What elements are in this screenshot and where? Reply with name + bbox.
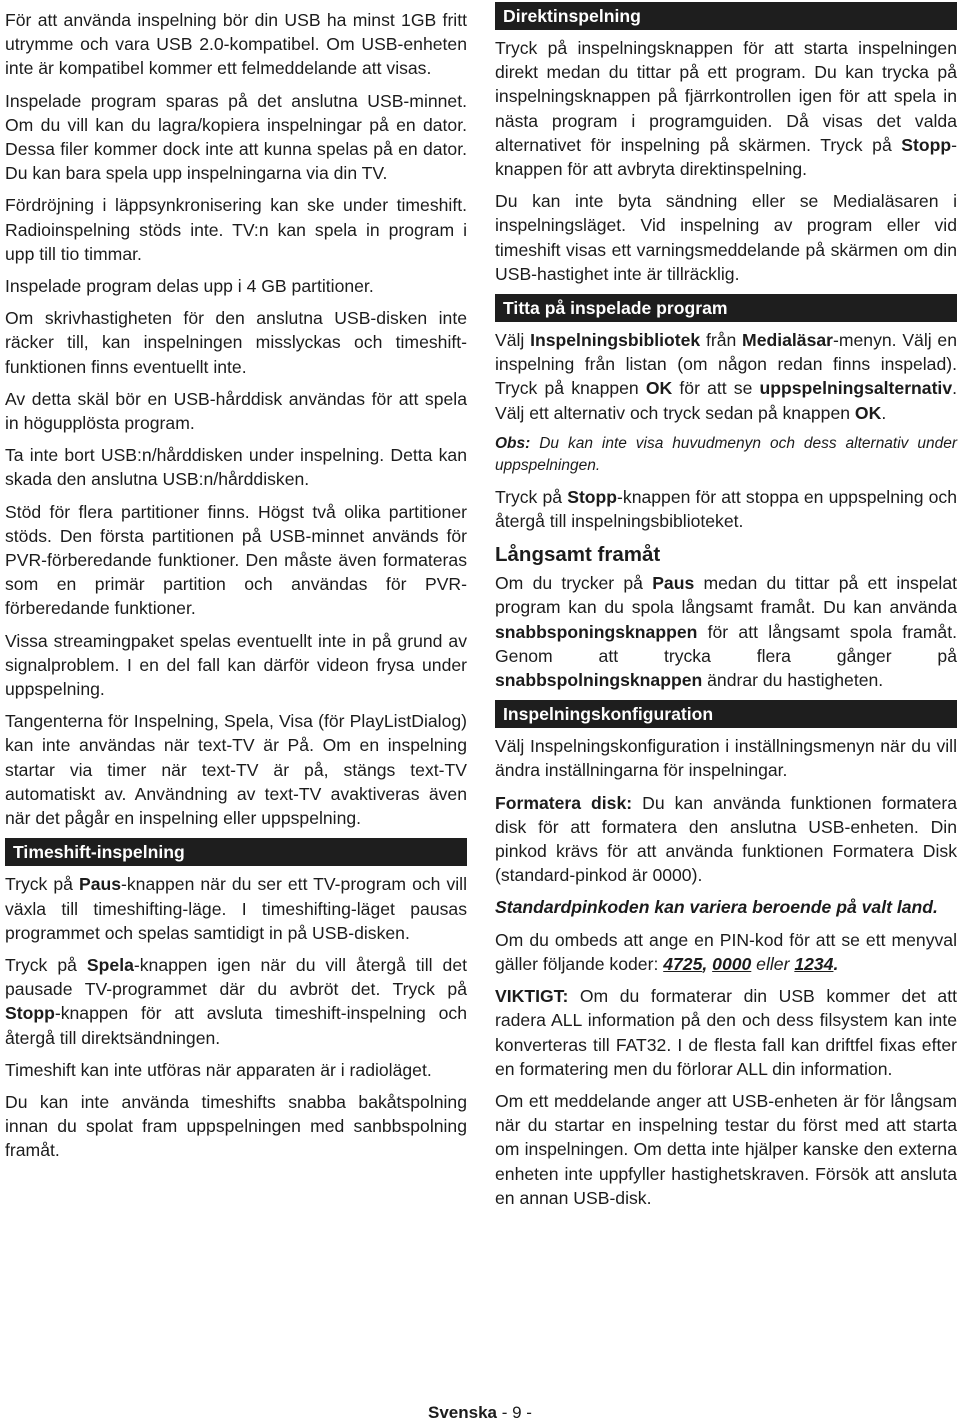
- note: [495, 433, 957, 477]
- note-text: Du kan inte visa huvudmenyn och dess alternativ under uppspelningen.: [495, 434, 957, 474]
- key-label: Paus: [78, 874, 122, 895]
- right-column: [495, 8, 957, 1218]
- footer-language: Svenska: [428, 1403, 498, 1422]
- paragraph: Inspelade program delas upp i 4 GB partitioner.: [5, 276, 374, 297]
- paragraph: Tangenterna för Inspelning, Spela, Visa (för PlayListDialog) kan inte användas när text-TV är På. Om en inspelning startar via timer när text-TV är på, stängs text-TV automatiskt av. Användning av text-TV avaktiveras även när det pågår en inspelning eller uppspelning.: [5, 711, 467, 829]
- left-column: [5, 8, 467, 1171]
- paragraph-emphasis: Standardpinkoden kan variera beroende på valt land.: [495, 897, 938, 918]
- paragraph: [495, 36, 957, 181]
- text: .: [881, 402, 887, 423]
- text: -knappen för att stoppa en uppspelning och återgå till inspelningsbiblioteket.: [495, 486, 957, 532]
- text: Om du formaterar din USB kommer det att radera ALL information på den och dess filsystem kan inte konverteras till FAT32. I de flesta fall kan driftfel fixas efter en formatering men du förlorar ALL din information.: [495, 986, 957, 1079]
- text: för att se: [672, 378, 760, 399]
- key-label: Stopp: [5, 1003, 55, 1024]
- term-label: VIKTIGT:: [495, 986, 569, 1007]
- text: från: [700, 330, 743, 351]
- paragraph: Om ett meddelande anger att USB-enheten är för långsam när du startar en inspelning testar du först med att starta om inspelningen. Om detta inte hjälper kanske den externa enheten inte uppfyller hastighetskraven. Försök att ansluta en annan USB-disk.: [495, 1090, 957, 1208]
- paragraph: [5, 953, 467, 1050]
- text: medan du tittar på ett inspelat program kan du spola långsamt framåt. Du kan använda: [495, 573, 957, 618]
- key-label: snabbsponingsknappen: [495, 621, 698, 642]
- key-label: Stopp: [567, 486, 618, 507]
- text: Välj: [495, 330, 531, 351]
- paragraph: Du kan inte byta sändning eller se Medialäsaren i inspelningsläget. Vid inspelning av program eller vid timeshift visas ett varningsmeddelande på skärmen om din USB-hastighet inte är tillräcklig.: [495, 191, 957, 284]
- text: . Välj ett alternativ och tryck sedan på knappen: [495, 378, 957, 423]
- key-label: Spela: [86, 954, 134, 975]
- paragraph: [5, 872, 467, 945]
- paragraph: Stöd för flera partitioner finns. Högst två olika partitioner stöds. Den första partitionen på USB-minnet används för PVR-förberedande funktioner. Den måste även formateras som en primär partition och användas för PVR-förberedande funktioner.: [5, 501, 467, 619]
- text: Tryck på inspelningsknappen för att starta inspelningen direkt medan du tittar på ett program. Du kan trycka på inspelningsknappen på fjärrkontrollen igen för att spela in nästa program i programguiden. Då visas det valda alternativet för inspelning på skärmen. Tryck på: [495, 38, 957, 155]
- text: .: [833, 953, 839, 974]
- paragraph: [495, 571, 957, 692]
- paragraph: [495, 928, 957, 976]
- text: Om du trycker på: [495, 573, 653, 594]
- paragraph: Välj Inspelningskonfiguration i inställningsmenyn när du vill ändra inställningarna för inspelningar.: [495, 736, 957, 781]
- text: eller: [751, 953, 795, 974]
- text: Om du ombeds att ange en PIN-kod för att se ett menyval gäller följande koder:: [495, 929, 957, 974]
- section-heading-watch: Titta på inspelade program: [495, 294, 957, 322]
- key-label: OK: [854, 402, 882, 423]
- note-label: Obs:: [495, 434, 531, 452]
- text: -menyn. Välj en inspelning från listan (om någon redan finns inspelad). Tryck på knappen: [495, 330, 957, 399]
- key-label: OK: [645, 378, 673, 399]
- term-label: Formatera disk:: [495, 792, 633, 813]
- menu-label: Inspelningsbibliotek: [530, 330, 701, 351]
- key-label: Stopp: [901, 134, 952, 155]
- pin-code: 0000: [712, 953, 752, 974]
- text: Tryck på: [5, 874, 79, 895]
- text: ,: [702, 953, 713, 974]
- paragraph: Inspelade program sparas på det anslutna USB-minnet. Om du vill kan du lagra/kopiera inspelningar på en dator. Dessa filer kommer dock inte att kunna spelas på en dator. Du kan bara spela upp inspelningarna via din TV.: [5, 90, 467, 184]
- paragraph: [495, 328, 957, 425]
- paragraph: Om skrivhastigheten för den anslutna USB-disken inte räcker till, kan inspelningen misslyckas och timeshift-funktionen finns eventuellt inte.: [5, 308, 467, 377]
- section-heading-timeshift: Timeshift-inspelning: [5, 838, 467, 866]
- paragraph: Fördröjning i läppsynkronisering kan ske under timeshift. Radioinspelning stöds inte. TV:n kan spela in program i upp till tio timmar.: [5, 195, 467, 264]
- pin-code: 1234: [794, 953, 834, 974]
- text: ändrar du hastigheten.: [702, 670, 884, 691]
- paragraph: [495, 791, 957, 888]
- paragraph: Vissa streamingpaket spelas eventuellt inte in på grund av signalproblem. I en del fall kan därför videon frysa under uppspelning.: [5, 630, 467, 700]
- key-label: snabbspolningsknappen: [495, 670, 703, 691]
- section-heading-config: Inspelningskonfiguration: [495, 700, 957, 728]
- text: Tryck på: [5, 954, 87, 975]
- text: Du kan använda funktionen formatera disk för att formatera den anslutna USB-enheten. Din pinkod krävs för att använda funktionen Formatera Disk (standard-pinkod är 0000).: [495, 792, 957, 886]
- paragraph: Timeshift kan inte utföras när apparaten är i radioläget.: [5, 1059, 432, 1080]
- page-footer: [0, 1402, 960, 1424]
- pin-code: 4725: [663, 953, 703, 974]
- paragraph: [495, 984, 957, 1081]
- text: för att långsamt spola framåt. Genom att trycka flera gånger på: [495, 621, 957, 666]
- paragraph: Av detta skäl bör en USB-hårddisk användas för att spela in högupplösta program.: [5, 388, 467, 434]
- paragraph: [495, 485, 957, 533]
- menu-label: uppspelningsalternativ: [759, 378, 953, 399]
- page-number: - 9 -: [501, 1403, 532, 1422]
- section-heading-direct: Direktinspelning: [495, 2, 957, 30]
- paragraph: För att använda inspelning bör din USB ha minst 1GB fritt utrymme och vara USB 2.0-kompatibel. Om USB-enheten inte är kompatibel kommer ett felmeddelande att visas.: [5, 10, 467, 79]
- paragraph: Du kan inte använda timeshifts snabba bakåtspolning innan du spolat fram uppspelningen med sanbbspolning framåt.: [5, 1091, 467, 1161]
- text: -knappen för att avsluta timeshift-inspelning och återgå till direktsändningen.: [5, 1003, 467, 1048]
- text: -knappen igen när du vill återgå till det pausade TV-programmet där du avbröt det. Tryck på: [5, 954, 467, 1000]
- paragraph: Ta inte bort USB:n/hårddisken under inspelning. Detta kan skada den anslutna USB:n/hårddisken.: [5, 445, 467, 490]
- menu-label: Medialäsar: [742, 330, 833, 351]
- section-heading-slow: Långsamt framåt: [495, 543, 661, 567]
- key-label: Paus: [652, 573, 695, 594]
- text: -knappen för att avbryta direktinspelning.: [495, 134, 957, 180]
- text: Tryck på: [495, 486, 568, 507]
- text: -knappen när du ser ett TV-program och vill växla till timeshifting-läge. I timeshifting-läget pausas programmet och spelas samtidigt in på USB-disken.: [5, 874, 467, 943]
